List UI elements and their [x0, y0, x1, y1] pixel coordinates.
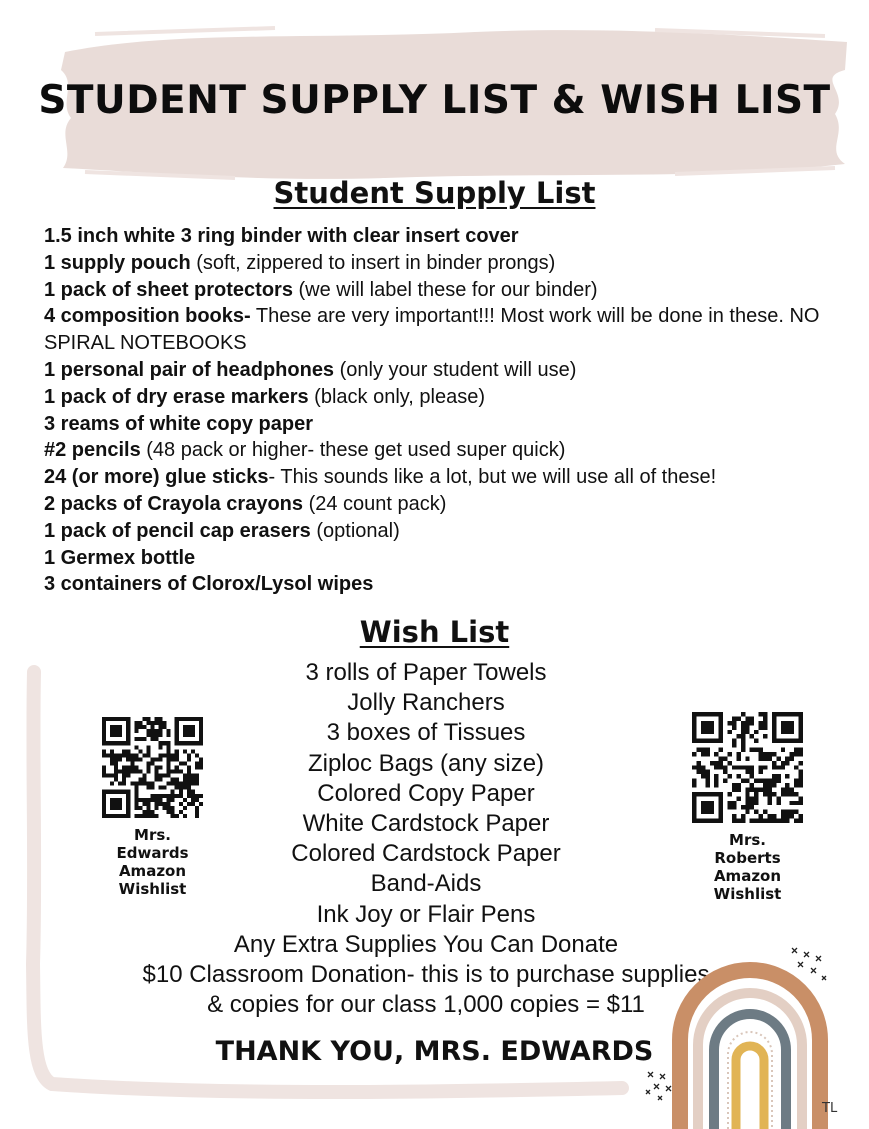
- list-item: Band-Aids: [370, 870, 482, 898]
- list-item: 1 Germex bottle: [44, 546, 196, 569]
- list-item: 1 pack of dry erase markers (black only, please): [44, 385, 485, 408]
- qr-finder-pattern: [104, 792, 128, 816]
- page-title: STUDENT SUPPLY LIST & WISH LIST: [38, 78, 831, 123]
- qr-finder-pattern: [694, 794, 721, 821]
- qr-label-roberts: Mrs. Roberts Amazon Wishlist: [713, 831, 782, 903]
- list-item: Jolly Ranchers: [347, 689, 505, 717]
- qr-finder-pattern: [177, 719, 201, 743]
- list-item: 1 pack of sheet protectors (we will label these for our binder): [44, 278, 598, 301]
- list-item: 3 boxes of Tissues: [326, 719, 526, 747]
- qr-finder-pattern: [694, 714, 721, 741]
- list-item: #2 pencils (48 pack or higher- these get used super quick): [44, 439, 566, 462]
- list-item: 24 (or more) glue sticks- This sounds like a lot, but we will use all of these!: [44, 466, 717, 489]
- list-item: $10 Classroom Donation- this is to purchase supplies: [142, 961, 710, 989]
- supply-list-heading: Student Supply List: [273, 176, 596, 210]
- qr-code-roberts[interactable]: [692, 712, 803, 823]
- list-item: 4 composition books- These are very important!!! Most work will be done in these. NO SPIRAL NOTEBOOKS: [44, 305, 820, 355]
- list-item: Ink Joy or Flair Pens: [316, 900, 536, 928]
- list-item: 1 pack of pencil cap erasers (optional): [44, 519, 400, 542]
- supply-list: [44, 223, 844, 598]
- list-item: 3 reams of white copy paper: [44, 412, 313, 435]
- list-item: 1 personal pair of headphones (only your student will use): [44, 358, 577, 381]
- qr-code-edwards[interactable]: [102, 717, 203, 818]
- list-item: 2 packs of Crayola crayons (24 count pack): [44, 492, 447, 515]
- list-item: 1 supply pouch (soft, zippered to insert in binder prongs): [44, 251, 556, 274]
- thank-you-signature: THANK YOU, MRS. EDWARDS: [215, 1036, 654, 1067]
- list-item: Colored Copy Paper: [317, 779, 535, 807]
- list-item: & copies for our class 1,000 copies = $11: [207, 991, 645, 1019]
- list-item: 3 containers of Clorox/Lysol wipes: [44, 573, 374, 596]
- wish-list-heading: Wish List: [359, 615, 510, 649]
- page-mark: TL: [822, 1101, 838, 1116]
- qr-finder-pattern: [774, 714, 801, 741]
- list-item: Ziploc Bags (any size): [307, 749, 545, 777]
- list-item: 3 rolls of Paper Towels: [305, 659, 547, 686]
- list-item: 1.5 inch white 3 ring binder with clear insert cover: [44, 225, 519, 247]
- list-item: Colored Cardstock Paper: [291, 840, 561, 868]
- list-item: White Cardstock Paper: [302, 810, 550, 838]
- qr-label-edwards: Mrs. Edwards Amazon Wishlist: [116, 826, 189, 898]
- list-item: Any Extra Supplies You Can Donate: [233, 930, 619, 958]
- qr-finder-pattern: [104, 719, 128, 743]
